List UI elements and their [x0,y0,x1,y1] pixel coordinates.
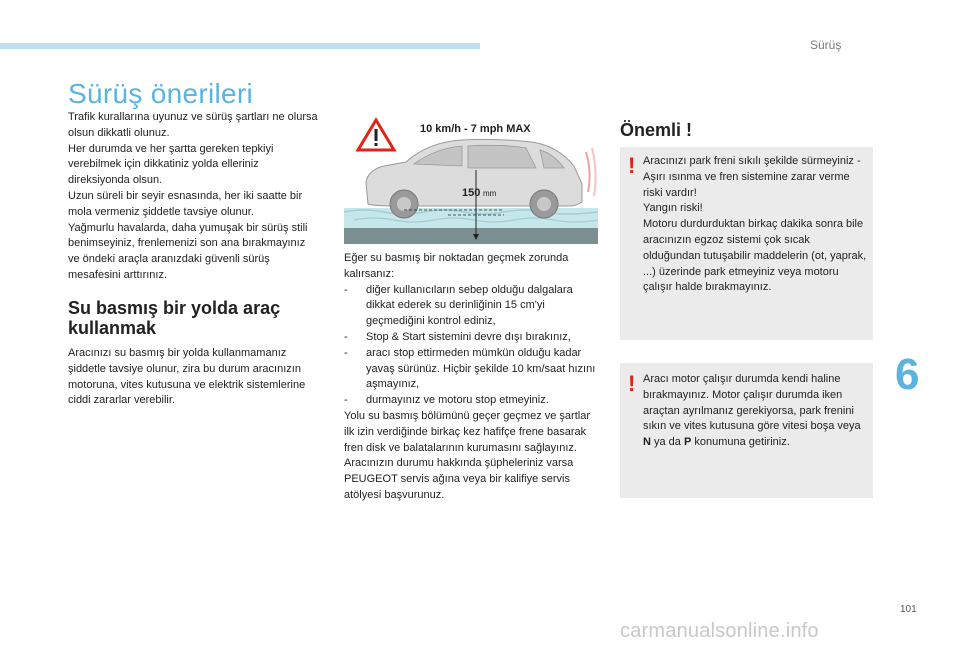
exclamation-icon: ! [628,371,636,396]
header-bar [0,43,480,49]
instructions-lead: Eğer su basmış bir noktadan geçmek zorunda kalırsanız: [344,252,569,280]
list-item: - diğer kullanıcıların sebep olduğu dalgalara dikkat ederek su derinliğinin 15 cm'yi geçmediğini kontrol ediniz, [344,283,573,328]
list-item: - aracı stop ettirmeden mümkün olduğu kadar yavaş sürünüz. Hiçbir şekilde 10 km/saat hızını aşmayınız, [344,346,596,391]
warning-box [620,147,873,340]
list-item: - durmayınız ve motoru stop etmeyiniz. [344,394,549,407]
intro-paragraph: Trafik kurallarına uyunuz ve sürüş şartları ne olursa olsun dikkatli olunuz. [68,111,318,139]
page-title: Sürüş önerileri [68,78,254,109]
flooded-road-illustration [344,112,598,244]
flood-heading: Su basmış bir yolda araç kullanmak [68,298,281,338]
depth-value: 150 [462,187,481,199]
flood-text: Aracınızı su basmış bir yolda kullanmamanız şiddetle tavsiye olunur, zira bu durum aracınızın motoruna, vites kutusuna ve elektrik sistemlerine ciddi zararlar verebilir. [68,347,306,407]
road [344,228,598,244]
warning-box-text: Aracı motor çalışır durumda kendi haline bırakmayınız. Motor çalışır durumda iken araçtan ayrılmanız gerekiyorsa, park frenini sıkın ve vites kutusuna göre vitesi boşa veya N ya da P konumuna getiriniz. [643,373,861,449]
depth-unit: mm [483,189,497,198]
list-item: - Stop & Start sistemini devre dışı bırakınız, [344,330,571,343]
section-name: Sürüş [810,38,842,52]
page-number: 101 [900,604,917,615]
speed-limit-label: 10 km/h - 7 mph MAX [420,123,531,135]
important-heading: Önemli ! [620,120,693,140]
warning-box [620,363,873,498]
intro-paragraph: Her durumda ve her şartta gereken tepkiyi verebilmek için dikkatiniz yolda elleriniz direksiyonda olsun. [68,142,274,187]
intro-paragraph: Uzun süreli bir seyir esnasında, her iki saatte bir mola vermeniz şiddetle tavsiye olunur. [68,189,303,218]
chapter-number: 6 [895,350,920,399]
intro-paragraph: Yağmurlu havalarda, daha yumuşak bir sürüş stili benimseyiniz, frenlemenizi son ana bırakmayınız ve öndeki araçla aranızdaki güvenli sürüş mesafesini arttırınız. [68,221,308,281]
car-silhouette [366,139,596,218]
warning-triangle-icon [358,120,394,150]
instructions-after: Yolu su basmış bölümünü geçer geçmez ve şartlar ilk izin verdiğinde birkaç kez hafifçe frene basarak fren disk ve balatalarının kurumasını sağlayınız. [344,409,590,454]
flood-instructions [344,251,600,504]
watermark: carmanualsonline.info [620,620,819,642]
exclamation-icon: ! [628,153,636,178]
instructions-closing: Aracınızın durumu hakkında şüpheleriniz varsa PEUGEOT servis ağına veya bir kalifiye servis atölyesi başvurunuz. [344,457,574,501]
warning-box-text: Aracınızı park freni sıkılı şekilde sürmeyiniz - Aşırı ısınma ve fren sistemine zarar verme riski vardır! Yangın riski! Motoru durdurduktan birkaç dakika sonra bile aracınızın egzoz sistemi çok sıcak olduğundan tutuşabilir maddelerin (ot, yaprak, ...) üzerinde park etmeyiniz veya motoru çalışır halde bırakmayınız. [643,155,867,294]
intro-text [68,110,318,284]
